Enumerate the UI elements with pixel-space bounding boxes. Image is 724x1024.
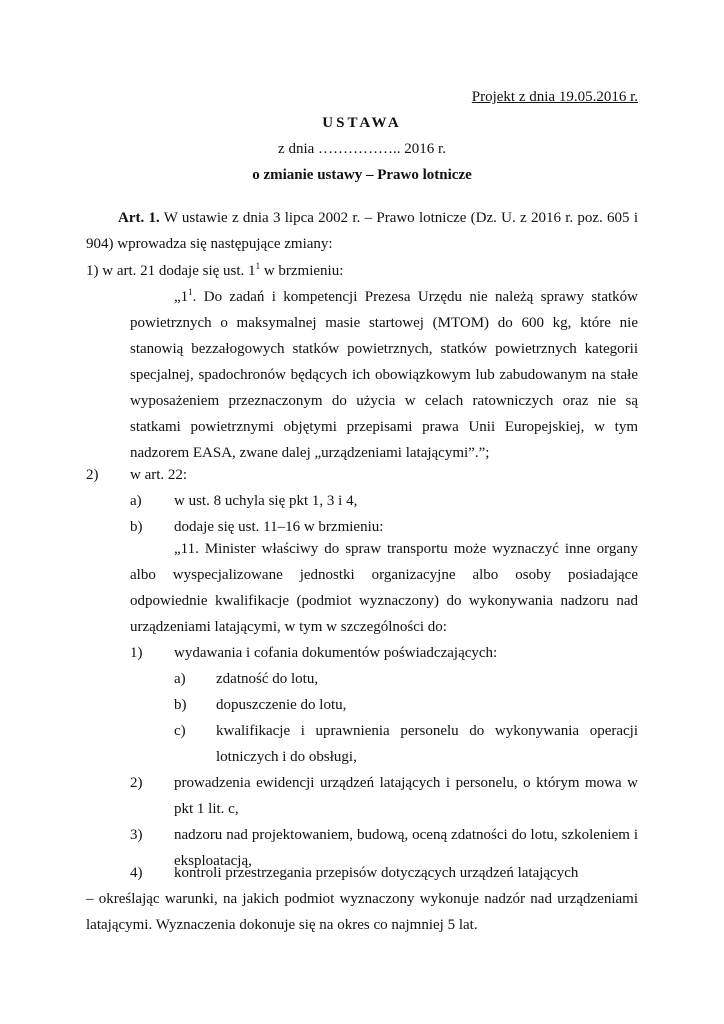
point-4-text: kontroli przestrzegania przepisów dotyczących urządzeń latających xyxy=(174,865,579,881)
article-1-label: Art. 1. xyxy=(118,210,160,226)
project-date: Projekt z dnia 19.05.2016 r. xyxy=(471,89,638,105)
quote-ust-11: „11. Minister właściwy do spraw transportu może wyznaczyć inne organy albo wyspecjalizowane jednostki organizacyjne albo osoby posiadające odpowiednie kwalifikacje (podmiot wyznaczony) do wykonywania nadzoru nad urządzeniami latającymi, w tym w szczególności do: xyxy=(130,541,638,635)
point-3-number: 3) xyxy=(130,827,143,843)
quote-1-text: . Do zadań i kompetencji Prezesa Urzędu nie należą sprawy statków powietrznych o maksymalnej masie startowej (MTOM) do 600 kg, które nie stanowią bezzałogowych statków powietrznych, statków powietrznych kategorii specjalnej, spadochronów będących ich obowiązkowym lub zabudowanym na stałe wyposażeniem przeznaczonym do użycia w celach ratowniczych oraz nie są statkami powietrznymi objętymi przepisami prawa Unii Europejskiej, w tym nadzorem EASA, zwane dalej „urządzeniami latającymi”.”; xyxy=(130,289,638,461)
article-1-text: W ustawie z dnia 3 lipca 2002 r. – Prawo lotnicze (Dz. U. z 2016 r. poz. 605 i 904) wprowadza się następujące zmiany: xyxy=(86,210,638,252)
item-2a-text: w ust. 8 uchyla się pkt 1, 3 i 4, xyxy=(174,493,358,509)
item-1-suffix: w brzmieniu: xyxy=(260,263,344,279)
final-paragraph xyxy=(86,886,638,938)
subpoint-a-number: a) xyxy=(174,671,186,687)
subpoint-a-text: zdatność do lotu, xyxy=(216,671,319,687)
quote-1-sup: 1 xyxy=(188,287,193,297)
subpoint-b-number: b) xyxy=(174,697,187,713)
final-text: – określając warunki, na jakich podmiot wyznaczony wykonuje nadzór nad urządzeniami latającymi. Wyznaczenia dokonuje się na okres co najmniej 5 lat. xyxy=(86,891,638,933)
act-heading: USTAWA xyxy=(322,115,402,131)
point-3-text: nadzoru nad projektowaniem, budową, oceną zdatności do lotu, szkoleniem i eksploatacją, xyxy=(174,827,638,869)
item-1-sup: 1 xyxy=(255,261,261,271)
item-1-prefix: 1) w art. 21 dodaje się ust. 1 xyxy=(86,263,256,279)
act-title: o zmianie ustawy – Prawo lotnicze xyxy=(252,167,472,183)
item-2a-number: a) xyxy=(130,493,142,509)
item-2b-number: b) xyxy=(130,519,143,535)
act-date-line: z dnia …………….. 2016 r. xyxy=(278,141,446,157)
point-2-text: prowadzenia ewidencji urządzeń latających i personelu, o którym mowa w pkt 1 lit. c, xyxy=(174,775,638,817)
point-4-number: 4) xyxy=(130,865,143,881)
subpoint-b-text: dopuszczenie do lotu, xyxy=(216,697,347,713)
point-1-number: 1) xyxy=(130,645,143,661)
point-2-number: 2) xyxy=(130,775,143,791)
item-1 xyxy=(86,258,343,284)
article-1-paragraph xyxy=(86,205,638,257)
item-2-text: w art. 22: xyxy=(130,467,188,483)
point-1-text: wydawania i cofania dokumentów poświadczających: xyxy=(174,645,498,661)
item-2b-text: dodaje się ust. 11–16 w brzmieniu: xyxy=(174,519,384,535)
subpoint-c-number: c) xyxy=(174,723,186,739)
quote-1-1 xyxy=(130,284,638,466)
quote-1-open: „1 xyxy=(174,289,189,305)
subpoint-c-text: kwalifikacje i uprawnienia personelu do wykonywania operacji lotniczych i do obsługi, xyxy=(216,723,638,765)
item-2-number: 2) xyxy=(86,467,99,483)
